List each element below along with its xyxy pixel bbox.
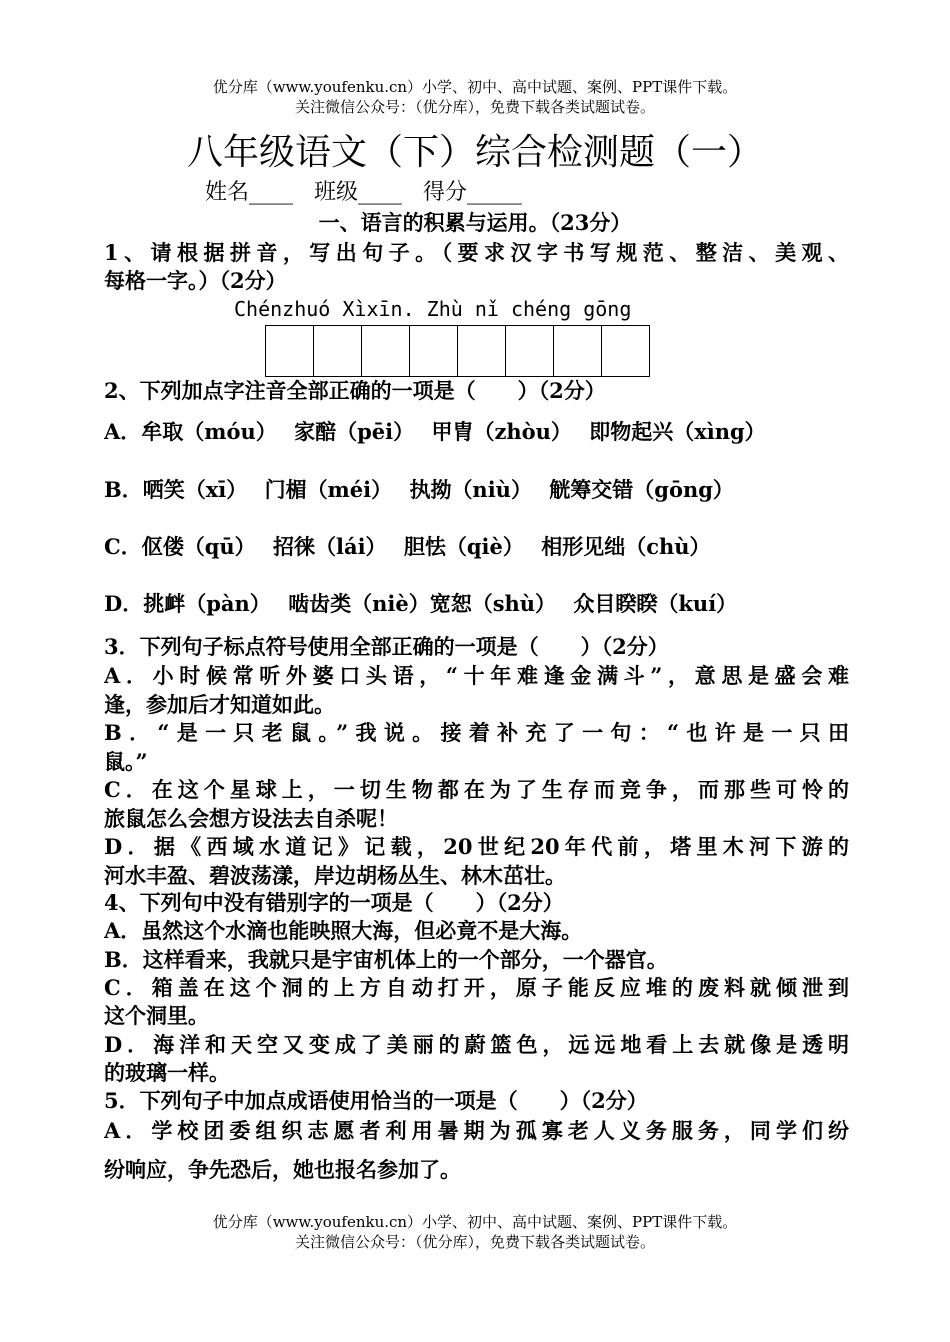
- dotted-char: 后: [251, 1157, 272, 1182]
- q4-option-c-line-1: C．箱盖在这个洞的上方自动打开，原子能反应堆的废料就倾泄到: [104, 975, 849, 1000]
- option-text: 甲胄（zhòu）: [431, 419, 572, 444]
- option-text: D．挑衅（pàn）: [104, 591, 271, 616]
- dotted-char: 先: [209, 1157, 230, 1182]
- q4-option-d-line-1: D．海洋和天空又变成了美丽的蔚篮色，远远地看上去就像是透明: [104, 1032, 849, 1057]
- grid-cell[interactable]: [314, 325, 362, 377]
- option-text: 门楣（méi）: [264, 477, 393, 502]
- option-text: 相形见绌（chù）: [541, 534, 711, 559]
- option-text: C．伛偻（qū）: [104, 534, 256, 559]
- dotted-char: 争: [188, 1157, 209, 1182]
- q1-stem-line-1: 1、请根据拼音，写出句子。（要求汉字书写规范、整洁、美观、: [104, 240, 849, 265]
- q4-stem: 4、下列句中没有错别字的一项是（ ）（2分）: [104, 890, 564, 915]
- option-text: ，她也报名参加了。: [272, 1157, 461, 1182]
- option-text: 觥筹交错（gōng）: [549, 477, 734, 502]
- grid-cell[interactable]: [266, 325, 314, 377]
- section-heading: 一、语言的积累与运用。（23分）: [318, 210, 632, 235]
- class-field: 班级____: [314, 180, 403, 205]
- option-text: 执拗（niù）: [409, 477, 532, 502]
- q2-stem: 2、下列加点字注音全部正确的一项是（ ）（2分）: [104, 378, 606, 403]
- grid-cell[interactable]: [362, 325, 410, 377]
- q2-option-a: [104, 417, 849, 446]
- grid-cell[interactable]: [458, 325, 506, 377]
- q3-option-d-line-2: 河水丰盈、碧波荡漾，岸边胡杨丛生、林木茁壮。: [104, 863, 566, 888]
- option-text: 纷响应，: [104, 1157, 188, 1182]
- q3-option-c-line-2: 旅鼠怎么会想方设法去自杀呢！: [104, 806, 398, 831]
- page-title: 八年级语文（下）综合检测题（一）: [186, 132, 763, 173]
- option-text: 招徕（lái）: [272, 534, 387, 559]
- q3-option-d-line-1: D．据《西域水道记》记载，20世纪20年代前，塔里木河下游的: [104, 834, 849, 859]
- option-text: 啮齿类（niè）宽恕（shù）: [288, 591, 557, 616]
- footer-line-1: 优分库（www.youfenku.cn）小学、初中、高中试题、案例、PPT课件下载。: [212, 1213, 738, 1231]
- grid-cell[interactable]: [554, 325, 602, 377]
- name-field: 姓名____: [205, 180, 294, 205]
- header-line-2: 关注微信公众号：（优分库），免费下载各类试题试卷。: [294, 98, 655, 116]
- dotted-char: 恐: [230, 1157, 251, 1182]
- q2-option-c: [104, 532, 849, 561]
- q5-option-a-line-1: A．学校团委组织志愿者利用暑期为孤寡老人义务服务，同学们纷: [104, 1118, 849, 1143]
- q4-option-c-line-2: 这个洞里。: [104, 1003, 209, 1028]
- grid-cell[interactable]: [602, 325, 650, 377]
- student-info: [205, 178, 536, 208]
- q4-option-b: B．这样看来，我就只是宇宙机体上的一个部分，一个器官。: [104, 947, 668, 972]
- q2-option-d: [104, 589, 849, 618]
- q4-option-a: A．虽然这个水滴也能映照大海，但必竟不是大海。: [104, 918, 583, 943]
- header-line-1: 优分库（www.youfenku.cn）小学、初中、高中试题、案例、PPT课件下载。: [212, 78, 738, 96]
- grid-cell[interactable]: [410, 325, 458, 377]
- writing-grid: [265, 325, 650, 377]
- option-text: A．牟取（móu）: [104, 419, 277, 444]
- option-text: 家醅（pēi）: [294, 419, 415, 444]
- q3-stem: 3．下列句子标点符号使用全部正确的一项是（ ）（2分）: [104, 634, 669, 659]
- q1-stem-line-2: 每格一字。）（2分）: [104, 268, 287, 293]
- q4-option-d-line-2: 的玻璃一样。: [104, 1060, 230, 1085]
- score-field: 得分_____: [423, 180, 523, 205]
- q3-option-a-line-2: 逢，参加后才知道如此。: [104, 692, 335, 717]
- q2-option-b: [104, 475, 849, 504]
- q5-stem: 5．下列句子中加点成语使用恰当的一项是（ ）（2分）: [104, 1088, 648, 1113]
- grid-cell[interactable]: [506, 325, 554, 377]
- q3-option-b-line-2: 鼠。”: [104, 749, 148, 774]
- option-text: B．哂笑（xī）: [104, 477, 248, 502]
- q5-option-a-line-2: [104, 1155, 849, 1184]
- dotted-idiom: [188, 1157, 272, 1182]
- option-text: 即物起兴（xìng）: [589, 419, 766, 444]
- q3-option-b-line-1: B．“是一只老鼠。”我说。接着补充了一句：“也许是一只田: [104, 720, 849, 745]
- option-text: 胆怯（qiè）: [403, 534, 524, 559]
- q3-option-a-line-1: A．小时候常听外婆口头语，“十年难逢金满斗”，意思是盛会难: [104, 663, 849, 688]
- option-text: 众目睽睽（kuí）: [573, 591, 738, 616]
- footer-line-2: 关注微信公众号：（优分库），免费下载各类试题试卷。: [294, 1233, 655, 1251]
- q1-pinyin: Chénzhuó Xìxīn. Zhù nǐ chéng gōng: [234, 297, 632, 321]
- q3-option-c-line-1: C．在这个星球上，一切生物都在为了生存而竞争，而那些可怜的: [104, 777, 849, 802]
